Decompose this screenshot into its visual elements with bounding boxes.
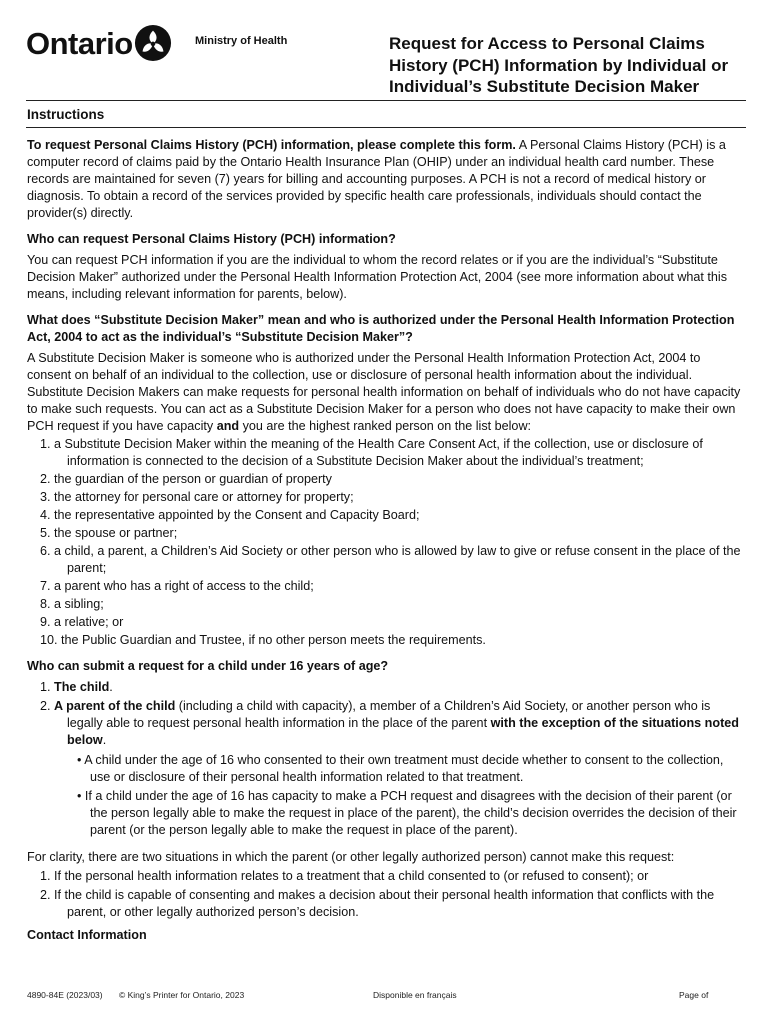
list-item [27,679,743,696]
list-item: 10. the Public Guardian and Trustee, if no other person meets the requirements. [40,633,486,647]
item-text: . [102,733,107,747]
item-bold-text: with the exception of the situations noted below [67,716,739,747]
list-item: 9. a relative; or [40,615,124,629]
exception-bullets [27,752,743,839]
sdm-text-b: you are the highest ranked person on the list below: [239,419,532,433]
list-item: 7. a parent who has a right of access to the child; [40,579,314,593]
page-header [0,0,770,100]
list-item: 1. If the personal health information relates to a treatment that a child consented to (or refused to consent); or [40,869,649,883]
item-text: (including a child with capacity), a member of a Children’s Aid Society, or another person who is legally able to request personal health information in the place of the parent [67,699,711,730]
item-bold-text: A parent of the child [54,699,176,713]
contact-heading: Contact Information [27,928,147,942]
header-divider [26,100,746,101]
list-item: 8. a sibling; [40,597,104,611]
child-request-list [27,679,743,839]
form-number: 4890-84E (2023/03) [27,990,103,1000]
instructions-heading: Instructions [27,107,105,122]
list-item: 2. If the child is capable of consenting and makes a decision about their personal health information that conflicts with the parent, or other legally authorized person’s decision. [40,888,715,919]
child-request-heading: Who can submit a request for a child under 16 years of age? [27,659,389,673]
list-item [27,698,743,839]
copyright: © King’s Printer for Ontario, 2023 [119,990,245,1000]
ontario-logo-text: Ontario [26,26,133,61]
ministry-name: Ministry of Health [195,35,288,47]
sdm-text-a: A Substitute Decision Maker is someone who is authorized under the Personal Health Information Protection Act, 2004 to consent on behalf of an individual to the collection, use or disclosure of personal health information about the individual. Substitute Decision Makers can make requests for personal health information on behalf of individuals who do not have capacity to make such requests. You can act as a Substitute Decision Maker for a person who does not have capacity to make their own PCH request if you have capacity [27,351,741,433]
sdm-heading: What does “Substitute Decision Maker” mean and who is authorized under the Personal Health Information Protection Act, 2004 to act as the individual’s “Substitute Decision Maker”? [27,313,735,344]
item-bold-text: The child [54,680,110,694]
who-can-request-text: You can request PCH information if you are the individual to whom the record relates or if you are the individual’s “Substitute Decision Maker” authorized under the Personal Health Information Protection Act, 2004 (see more information about what this means, including relevant information for parents, below). [27,253,728,301]
list-item: 4. the representative appointed by the Consent and Capacity Board; [40,508,420,522]
sdm-text-bold: and [216,419,240,433]
clarity-text: For clarity, there are two situations in which the parent (or other legally authorized person) cannot make this request: [27,850,675,864]
clarity-list [27,868,743,921]
list-item: 2. the guardian of the person or guardian of property [40,472,332,486]
intro-paragraph [27,137,743,222]
instructions-content [27,105,743,948]
list-item: 3. the attorney for personal care or attorney for property; [40,490,354,504]
item-number: 2. [40,699,55,713]
form-title: Request for Access to Personal Claims History (PCH) Information by Individual or Individual’s Substitute Decision Maker [389,34,729,96]
french-availability: Disponible en français [373,990,457,1000]
list-item: 6. a child, a parent, a Children’s Aid Society or other person who is allowed by law to give or refuse consent in the place of the parent; [40,544,741,575]
sdm-ranked-list [27,436,743,649]
ontario-trillium-logo-icon [134,24,172,62]
item-text: . [109,680,113,694]
page-number: Page of [679,990,709,1000]
intro-text: A Personal Claims History (PCH) is a computer record of claims paid by the Ontario Health Insurance Plan (OHIP) under an individual health card number. These records are maintained for seven (7) years for billing and accounting purposes. A PCH is not a record of medical history or diagnosis. To obtain a record of the services provided by specific health care professionals, individuals should contact the provider(s) directly. [27,138,726,220]
list-item: 1. a Substitute Decision Maker within the meaning of the Health Care Consent Act, if the collection, use or disclosure of information is connected to the decision of a Substitute Decision Maker about the individual’s treatment; [40,437,703,468]
intro-bold-text: To request Personal Claims History (PCH) information, please complete this form. [27,138,516,152]
bullet-item: • If a child under the age of 16 has capacity to make a PCH request and disagrees with the decision of their parent (or the person legally able to make the request in place of the parent), the child’s decision overrides the decision of their parent (or the person legally able to make the request in place of the parent). [77,789,737,837]
bullet-item: • A child under the age of 16 who consented to their own treatment must decide whether to consent to the collection, use or disclosure of their personal health information related to that treatment. [77,753,724,784]
list-item: 5. the spouse or partner; [40,526,178,540]
who-can-request-heading: Who can request Personal Claims History (PCH) information? [27,232,396,246]
sdm-paragraph [27,350,743,435]
item-number: 1. [40,680,55,694]
